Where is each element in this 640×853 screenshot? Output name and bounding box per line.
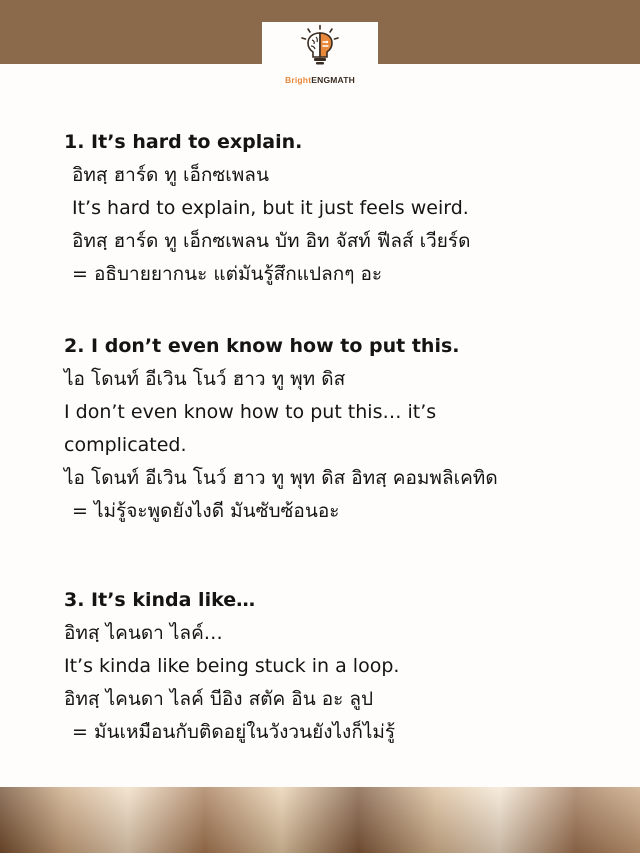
thai-meaning: = ไม่รู้จะพูดยังไงดี มันซับซ้อนอะ — [72, 500, 340, 522]
phrase-list — [64, 126, 624, 749]
phrase-section-2 — [64, 330, 624, 528]
english-example: It’s hard to explain, but it just feels weird. — [72, 197, 469, 219]
phrase-section-3 — [64, 584, 624, 749]
thai-pronunciation: อิทสฺ ฮาร์ด ทู เอ็กซเพลน — [72, 164, 269, 186]
english-example-continued: complicated. — [64, 434, 187, 456]
thai-pronunciation-example: อิทสฺ ฮาร์ด ทู เอ็กซเพลน บัท อิท จัสท์ ฟีลส์ เวียร์ด — [72, 230, 471, 252]
brand-name-part1: Bright — [285, 75, 312, 85]
phrase-heading: 1. It’s hard to explain. — [64, 131, 303, 153]
brain-bulb-logo-icon — [299, 24, 341, 66]
thai-meaning: = อธิบายยากนะ แต่มันรู้สึกแปลกๆ อะ — [72, 263, 383, 285]
english-example: It’s kinda like being stuck in a loop. — [64, 655, 400, 677]
phrase-heading: 3. It’s kinda like… — [64, 589, 256, 611]
english-example: I don’t even know how to put this… it’s — [64, 401, 437, 423]
thai-pronunciation: ไอ โดนท์ อีเวิน โนว์ ฮาว ทู พุท ดิส — [64, 368, 346, 390]
brand-name — [262, 75, 378, 85]
thai-pronunciation-example: อิทสฺ ไคนดา ไลค์ บีอิง สตัค อิน อะ ลูป — [64, 688, 374, 710]
footer-photo-strip — [0, 787, 640, 853]
thai-pronunciation-example: ไอ โดนท์ อีเวิน โนว์ ฮาว ทู พุท ดิส อิทสฺ คอมพลิเคทิด — [64, 467, 498, 489]
thai-pronunciation: อิทสฺ ไคนดา ไลค์… — [64, 622, 223, 644]
brand-name-part2: ENGMATH — [311, 75, 355, 85]
thai-meaning: = มันเหมือนกับติดอยู่ในวังวนยังไงก็ไม่รู้ — [72, 721, 396, 743]
phrase-heading: 2. I don’t even know how to put this. — [64, 335, 460, 357]
phrase-section-1 — [64, 126, 624, 291]
